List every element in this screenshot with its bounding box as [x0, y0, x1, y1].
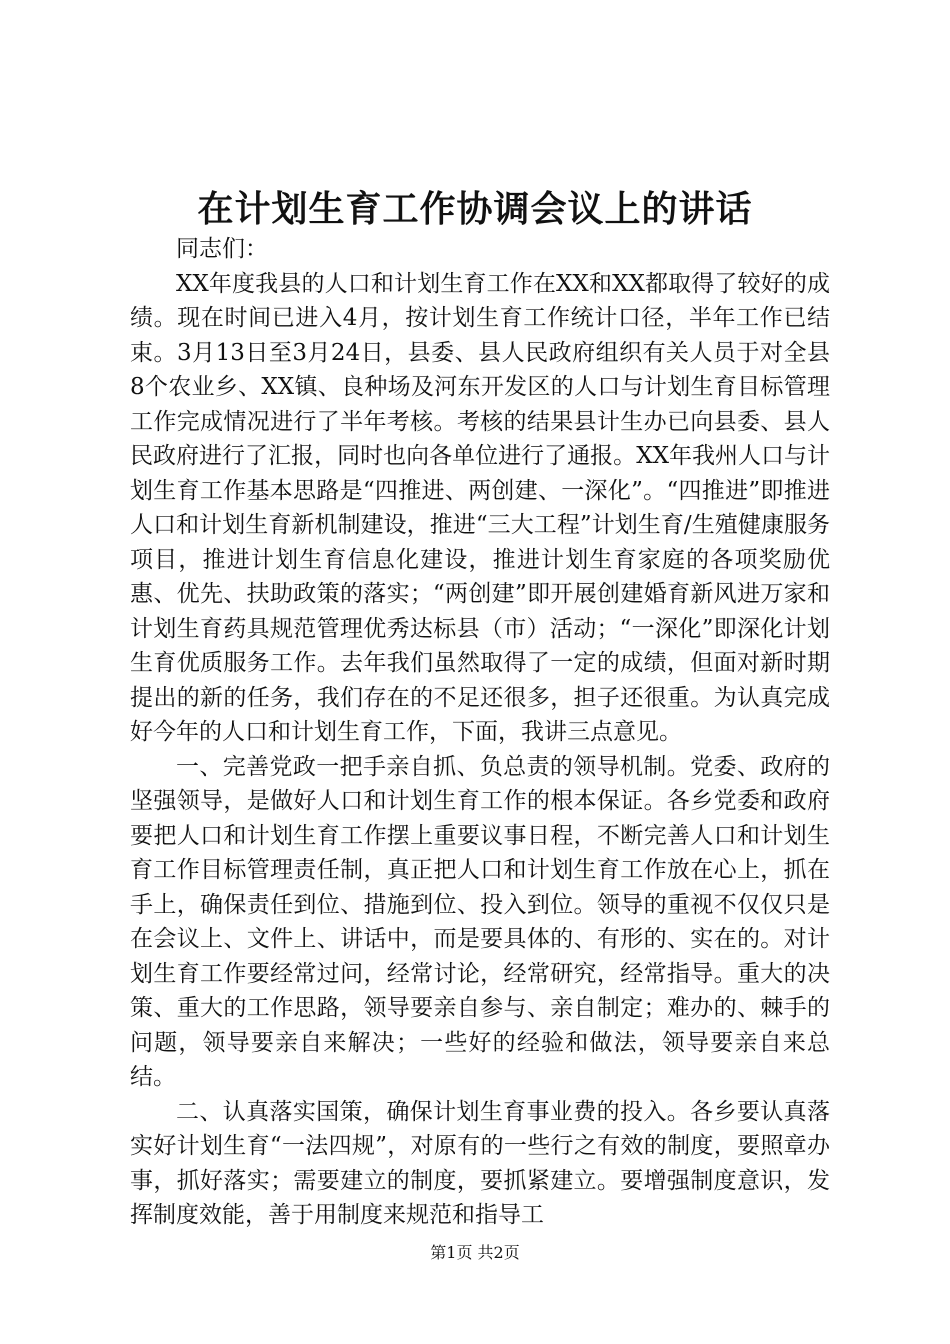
document-body: [130, 232, 830, 1233]
page-footer: 第1页 共2页: [430, 1243, 520, 1262]
salutation: 同志们：: [176, 236, 268, 262]
document-title: 在计划生育工作协调会议上的讲话: [197, 188, 753, 230]
paragraph-intro: XX年度我县的人口和计划生育工作在XX和XX都取得了较好的成绩。现在时间已进入4月，按计划生育工作统计口径，半年工作已结束。3月13日至3月24日，县委、县人民政府组织有关人员于对全县8个农业乡、XX镇、良种场及河东开发区的人口与计划生育目标管理工作完成情况进行了半年考核。考核的结果县计生办已向县委、县人民政府进行了汇报，同时也向各单位进行了通报。XX年我州人口与计划生育工作基本思路是“四推进、两创建、一深化”。“四推进”即推进人口和计划生育新机制建设，推进“三大工程”计划生育/生殖健康服务项目，推进计划生育信息化建设，推进计划生育家庭的各项奖励优惠、优先、扶助政策的落实；“两创建”即开展创建婚育新风进万家和计划生育药具规范管理优秀达标县（市）活动；“一深化”即深化计划生育优质服务工作。去年我们虽然取得了一定的成绩，但面对新时期提出的新的任务，我们存在的不足还很多，担子还很重。为认真完成好今年的人口和计划生育工作，下面，我讲三点意见。: [130, 270, 830, 745]
paragraph-point-one: 一、完善党政一把手亲自抓、负总责的领导机制。党委、政府的坚强领导，是做好人口和计划生育工作的根本保证。各乡党委和政府要把人口和计划生育工作摆上重要议事日程，不断完善人口和计划生育工作目标管理责任制，真正把人口和计划生育工作放在心上，抓在手上，确保责任到位、措施到位、投入到位。领导的重视不仅仅只是在会议上、文件上、讲话中，而是要具体的、有形的、实在的。对计划生育工作要经常过问，经常讨论，经常研究，经常指导。重大的决策、重大的工作思路，领导要亲自参与、亲自制定；难办的、棘手的问题，领导要亲自来解决；一些好的经验和做法，领导要亲自来总结。: [130, 753, 830, 1090]
paragraph-point-two: 二、认真落实国策，确保计划生育事业费的投入。各乡要认真落实好计划生育“一法四规”，对原有的一些行之有效的制度，要照章办事，抓好落实；需要建立的制度，要抓紧建立。要增强制度意识，发挥制度效能，善于用制度来规范和指导工: [130, 1098, 830, 1228]
